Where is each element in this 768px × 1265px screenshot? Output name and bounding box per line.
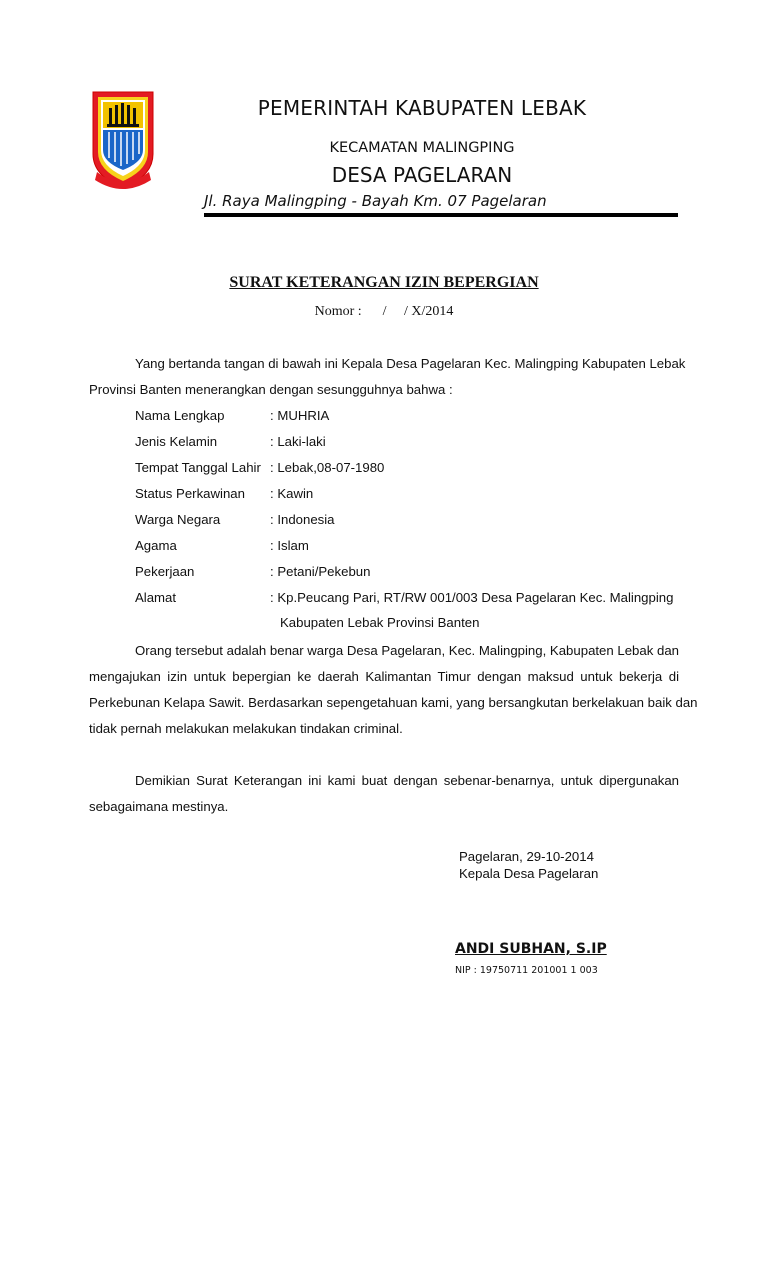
letterhead-government: PEMERINTAH KABUPATEN LEBAK [257,96,587,120]
field-label-birth: Tempat Tanggal Lahir [135,460,261,475]
field-label-gender: Jenis Kelamin [135,434,218,449]
field-value-name: : MUHRIA [270,408,330,423]
signature-position: Kepala Desa Pagelaran [459,866,599,881]
field-label-citizenship: Warga Negara [135,512,221,527]
field-value-occupation: : Petani/Pekebun [270,564,371,579]
field-label-name: Nama Lengkap [135,408,225,423]
field-label-religion: Agama [135,538,177,553]
field-value-address: : Kp.Peucang Pari, RT/RW 001/003 Desa Pagelaran Kec. Malingping [270,590,674,605]
field-value-religion: : Islam [270,538,309,553]
letterhead-district: KECAMATAN MALINGPING [329,140,515,156]
letterhead-divider [204,213,678,217]
intro-line-1: Yang bertanda tangan di bawah ini Kepala Desa Pagelaran Kec. Malingping Kabupaten Lebak [135,356,686,371]
statement-line-3: Perkebunan Kelapa Sawit. Berdasarkan sepengetahuan kami, yang bersangkutan berkelakuan baik dan [89,695,698,710]
statement-line-2: mengajukan izin untuk bepergian ke daerah Kalimantan Timur dengan maksud untuk bekerja di [89,669,679,684]
field-value-marital: : Kawin [270,486,314,501]
field-label-marital: Status Perkawinan [135,486,245,501]
field-value-citizenship: : Indonesia [270,512,335,527]
letter-number: Nomor : / / X/2014 [314,304,454,319]
field-value-birth: : Lebak,08-07-1980 [270,460,385,475]
field-value-gender: : Laki-laki [270,434,326,449]
field-label-occupation: Pekerjaan [135,564,195,579]
signature-name: ANDI SUBHAN, S.IP [455,941,607,957]
closing-line-1: Demikian Surat Keterangan ini kami buat dengan sebenar-benarnya, untuk dipergunakan [135,773,679,788]
signature-nip: NIP : 19750711 201001 1 003 [455,965,598,976]
statement-line-4: tidak pernah melakukan melakukan tindakan criminal. [89,721,403,736]
field-label-address: Alamat [135,590,177,605]
closing-line-2: sebagaimana mestinya. [89,799,229,814]
letter-title: SURAT KETERANGAN IZIN BEPERGIAN [229,274,539,291]
statement-line-1: Orang tersebut adalah benar warga Desa Pagelaran, Kec. Malingping, Kabupaten Lebak dan [135,643,679,658]
letterhead-village: DESA PAGELARAN [331,163,513,187]
intro-line-2: Provinsi Banten menerangkan dengan sesungguhnya bahwa : [89,382,453,397]
field-value-address-cont: Kabupaten Lebak Provinsi Banten [280,615,480,630]
signature-place-date: Pagelaran, 29-10-2014 [459,849,594,864]
letterhead-address: Jl. Raya Malingping - Bayah Km. 07 Pagelaran [204,192,547,210]
